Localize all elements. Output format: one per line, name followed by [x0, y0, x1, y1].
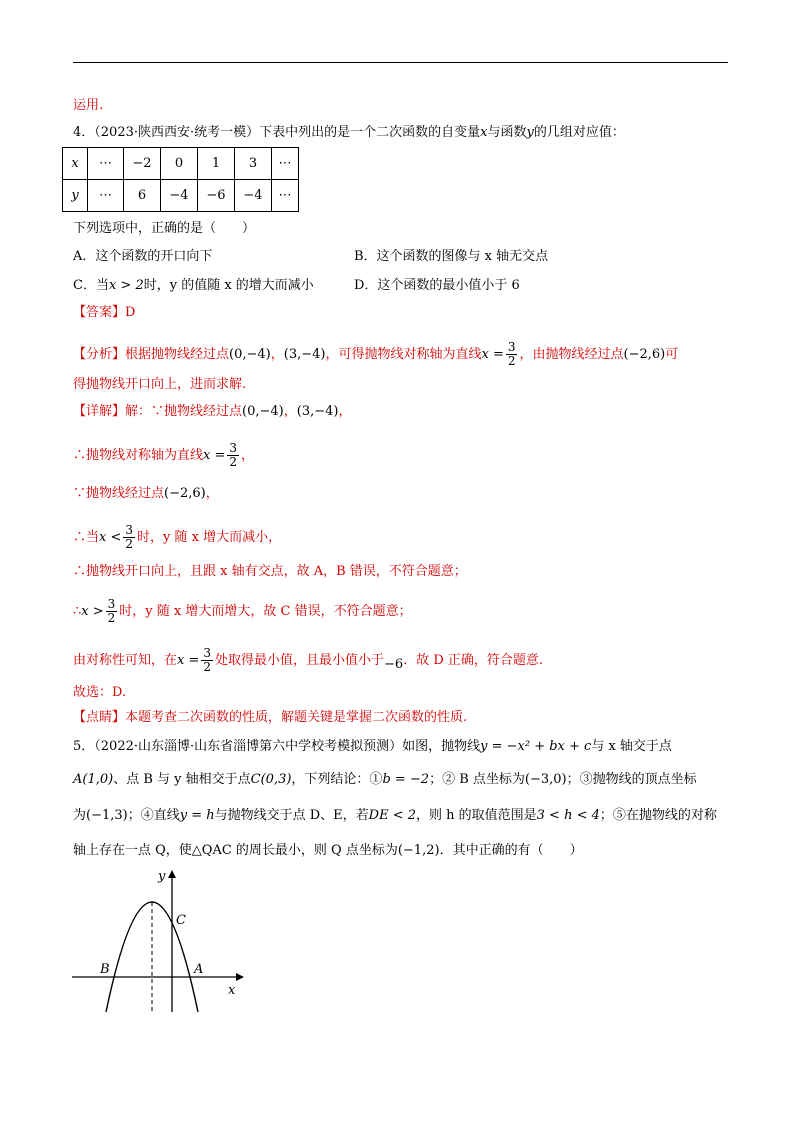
q4-header-y: y [526, 125, 534, 140]
fraction-three-halves: $\frac{3}{2}$ [229, 441, 238, 469]
q4-detail-line7 [73, 647, 543, 674]
table-cell: ⋯ [272, 148, 299, 180]
q4-detail-line1: 【详解】解：∵抛物线经过点(0,−4)，(3,−4)， [73, 404, 352, 419]
q4-option-b: B．这个函数的图像与 x 轴无交点 [354, 249, 549, 264]
q5-equation: y = −x² + bx + c [480, 739, 592, 754]
q4-header-mid: 与函数 [487, 125, 527, 140]
q4-option-c-post: 时，y 的值随 x 的增大而减小 [143, 278, 314, 293]
detail-text: ∴当 [73, 530, 100, 545]
table-cell: ⋯ [88, 180, 124, 212]
y-axis-arrow [168, 870, 176, 878]
detail-x-lt: x < [99, 530, 122, 545]
q5-text: ；② B 点坐标为 [429, 772, 525, 787]
table-cell: −2 [124, 148, 161, 180]
analysis-point: (3,−4) [283, 347, 326, 362]
table-cell: x [63, 148, 88, 180]
previous-note: 运用. [73, 98, 104, 113]
detail-text: 时，y 随 x 增大而减小， [137, 530, 282, 545]
q5-text: ．其中正确的有（ ） [439, 843, 583, 858]
q4-option-c [73, 276, 314, 296]
q4-choose: 故选：D. [73, 685, 127, 700]
q5-line-eq: y = h [179, 808, 215, 823]
table-cell: 3 [235, 148, 272, 180]
q5-q-point: (−1,2) [397, 843, 440, 858]
table-cell: −4 [161, 180, 198, 212]
table-cell: −6 [198, 180, 235, 212]
table-cell: 6 [124, 180, 161, 212]
q4-header [73, 123, 625, 143]
q5-text: ，下列结论：① [291, 772, 383, 787]
q4-detail-line6 [73, 598, 412, 625]
q5-text: ；⑤在抛物线的对称 [599, 808, 717, 823]
q4-detail-line2: ∴抛物线对称轴为直线x = $\frac{3}{2}$ ， [73, 441, 255, 469]
q5-h-range: 3 < h < 4 [536, 808, 600, 823]
detail-point: (0,−4) [242, 404, 284, 419]
fraction-three-halves: $\frac{3}{2}$ [125, 523, 134, 551]
table-cell: 1 [198, 148, 235, 180]
analysis-point: (−2,6) [623, 347, 666, 362]
detail-text: ∴ [73, 604, 82, 619]
table-cell: 0 [161, 148, 198, 180]
q5-de-cond: DE < 2 [368, 808, 417, 823]
analysis-text: ，由抛物线经过点 [519, 347, 624, 362]
detail-min-value: −6 [384, 657, 404, 672]
detail-point: (3,−4) [296, 404, 339, 419]
x-axis-arrow [236, 973, 244, 981]
table-cell: y [63, 180, 88, 212]
q5-text: ；③抛物线的顶点坐标 [566, 772, 697, 787]
fraction-three-halves: $\frac{3}{2}$ [107, 597, 116, 625]
value-table [62, 147, 299, 212]
detail-text: 由对称性可知，在 [73, 653, 178, 668]
detail-text: ．故 D 正确，符合题意. [403, 653, 544, 668]
fraction-three-halves: $\frac{3}{2}$ [507, 340, 516, 368]
table-cell: ⋯ [272, 180, 299, 212]
q5-point-c: C(0,3) [250, 772, 292, 787]
q4-detail-line5: ∴抛物线开口向上，且跟 x 轴有交点，故 A，B 错误，不符合题意； [73, 564, 467, 579]
q4-header-text: 4．（2023·陕西西安·统考一模）下表中列出的是一个二次函数的自变量 [73, 125, 481, 140]
table-cell: −4 [235, 180, 272, 212]
q4-header-end: 的几组对应值： [533, 125, 625, 140]
analysis-point: (0,−4) [229, 347, 271, 362]
q5-b-point: (−3,0) [524, 772, 567, 787]
point-c-label: C [176, 913, 186, 928]
detail-text: ∵抛物线经过点 [73, 486, 165, 501]
q5-text: ；④直线 [127, 808, 180, 823]
q5-text: 为 [73, 808, 87, 823]
q4-analysis-line1: 【分析】根据抛物线经过点(0,−4)，(3,−4)，可得抛物线对称轴为直线x = $\frac{3}{2}$ ，由抛物线经过点(−2,6)可 [73, 340, 679, 368]
q5-b-value: b = −2 [382, 772, 430, 787]
q4-analysis-line2: 得抛物线开口向上，进而求解. [73, 377, 247, 392]
point-b-label: B [100, 962, 110, 977]
y-axis-label: y [158, 869, 166, 884]
q5-text: 与抛物线交于点 D、E，若 [214, 808, 369, 823]
q5-line2 [73, 770, 697, 790]
q4-option-d: D．这个函数的最小值小于 6 [354, 278, 520, 293]
q4-option-a: A．这个函数的开口向下 [73, 249, 213, 264]
q5-text: 、点 B 与 y 轴相交于点 [113, 772, 251, 787]
q4-detail-line4 [73, 524, 281, 551]
detail-x-gt: x > [81, 604, 104, 619]
table-row-x [63, 148, 299, 180]
detail-point: (−2,6) [164, 486, 206, 501]
q5-text: ，则 h 的取值范围是 [416, 808, 537, 823]
q5-line4 [73, 841, 583, 861]
q4-header-x: x [480, 125, 488, 140]
x-axis-label: x [228, 983, 236, 998]
q4-option-c-pre: C．当 [73, 278, 109, 293]
q5-line3 [73, 806, 717, 826]
table-row-y [63, 180, 299, 212]
analysis-text: ，可得抛物线对称轴为直线 [325, 347, 482, 362]
q4-detail-line3: ∵抛物线经过点(−2,6)， [73, 486, 219, 501]
parabola-figure [68, 866, 248, 1016]
q4-prompt: 下列选项中，正确的是（ ） [73, 221, 256, 236]
header-rule [73, 62, 728, 63]
q5-point-a: A(1,0) [73, 772, 114, 787]
table-cell: ⋯ [88, 148, 124, 180]
analysis-text: 【分析】根据抛物线经过点 [73, 347, 230, 362]
fraction-three-halves: $\frac{3}{2}$ [203, 646, 212, 674]
q5-text: 5．（2022·山东淄博·山东省淄博第六中学校考模拟预测）如图，抛物线 [73, 739, 481, 754]
detail-x-eq: x = [177, 653, 200, 668]
detail-x-eq: x = [203, 448, 226, 463]
detail-text: 【详解】解：∵抛物线经过点 [73, 404, 243, 419]
q5-text: 与 x 轴交于点 [591, 739, 672, 754]
point-a-label: A [194, 962, 204, 977]
q4-comment: 【点睛】本题考查二次函数的性质，解题关键是掌握二次函数的性质. [73, 710, 468, 725]
detail-text: ∴抛物线对称轴为直线 [73, 448, 204, 463]
q5-line1 [73, 737, 672, 757]
detail-text: 处取得最小值，且最小值小于 [215, 653, 385, 668]
q4-answer: 【答案】D [73, 305, 136, 320]
q4-option-c-cond: x > 2 [108, 278, 144, 293]
analysis-x-eq: x = [481, 347, 504, 362]
detail-text: 时，y 随 x 增大而增大，故 C 错误，不符合题意； [119, 604, 412, 619]
q5-text: 轴上存在一点 Q，使△QAC 的周长最小，则 Q 点坐标为 [73, 843, 398, 858]
q5-vertex: (−1,3) [86, 808, 128, 823]
analysis-text: 可 [665, 347, 679, 362]
